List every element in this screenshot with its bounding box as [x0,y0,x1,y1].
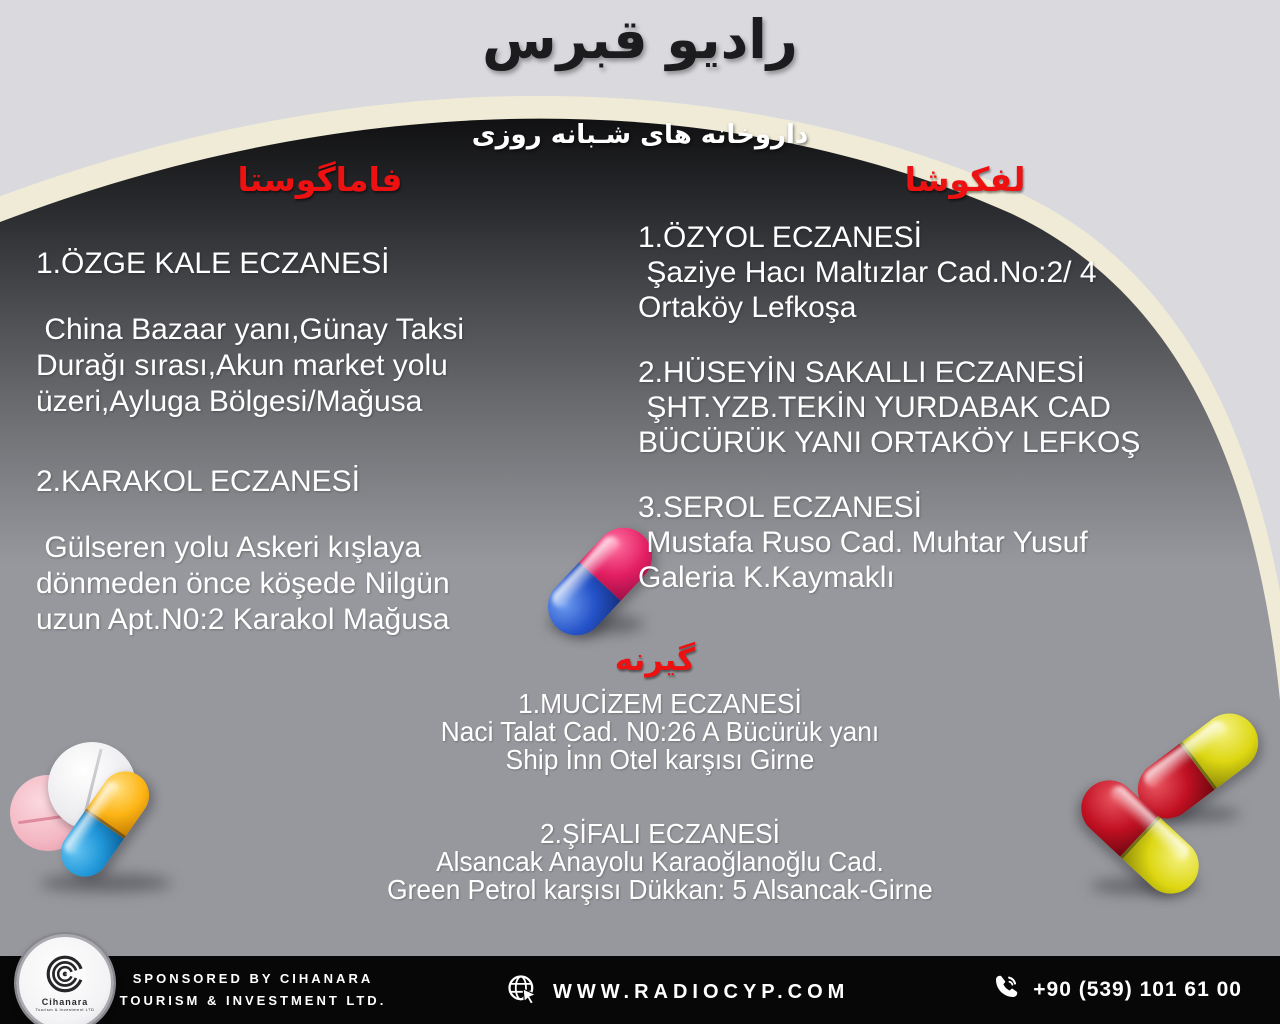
pharmacy-address-line: üzeri,Ayluga Bölgesi/Mağusa [36,385,423,418]
pharmacy-entry [228,820,1093,904]
phone-icon [991,972,1021,1008]
pharmacy-address-line: Ortaköy Lefkoşa [638,291,857,324]
footer [0,956,1280,1024]
pharmacy-address-line: Gülseren yolu Askeri kışlaya [36,531,422,564]
pharmacy-address-line: Green Petrol karşısı Dükkan: 5 Alsancak-Girne [387,874,933,905]
logo-name: Cihanara [41,997,89,1007]
pharmacy-name: 3.SEROL ECZANESİ [638,491,922,524]
pharmacy-entry [36,464,596,638]
pharmacy-name: 1.ÖZGE KALE ECZANESİ [36,247,390,280]
sponsor-text [118,968,388,1012]
pharmacy-name: 2.ŞİFALI ECZANESİ [540,818,780,849]
pharmacy-entry [638,220,1278,325]
pharmacy-entry [36,246,596,420]
pharmacy-name: 1.MUCİZEM ECZANESİ [518,688,802,719]
city-header-lefkosa: لفكوشا [904,160,1026,199]
pharmacy-name: 2.HÜSEYİN SAKALLI ECZANESİ [638,356,1085,389]
cihanara-logo [16,934,114,1024]
page-title: راديو قبرس [482,8,798,71]
pharmacy-address-line: uzun Apt.N0:2 Karakol Mağusa [36,603,450,636]
logo-subtext: Tourism & Investment LTD [35,1007,95,1012]
city-header-famagusta: فاماگوستا [237,160,403,199]
pharmacy-name: 2.KARAKOL ECZANESİ [36,465,360,498]
pharmacy-address-line: Şaziye Hacı Maltızlar Cad.No:2/ 4 [638,256,1097,289]
website-url: WWW.RADIOCYP.COM [553,980,850,1003]
lefkosa-column [638,220,1278,595]
pharmacy-entry [638,355,1278,460]
cihanara-c-mark [44,954,86,996]
pharmacy-entry [638,490,1278,595]
pharmacy-address-line: Mustafa Ruso Cad. Muhtar Yusuf [638,526,1088,559]
pharmacy-name: 1.ÖZYOL ECZANESİ [638,221,922,254]
pharmacy-address-line: dönmeden önce köşede Nilgün [36,567,450,600]
girne-section [228,690,1093,904]
pill-group-shadow [40,874,172,892]
sponsor-line-1: SPONSORED BY CIHANARA [132,971,374,986]
website-block [505,972,849,1012]
famagusta-column [36,246,596,638]
city-header-girne: گیرنه [614,642,696,678]
phone-block [991,972,1242,1008]
pharmacy-address-line: China Bazaar yanı,Günay Taksi [36,313,465,346]
sponsor-line-2: TOURISM & INVESTMENT LTD. [119,993,387,1008]
pharmacy-address-line: Ship İnn Otel karşısı Girne [505,744,815,775]
pharmacy-address-line: ŞHT.YZB.TEKİN YURDABAK CAD [638,391,1111,424]
pharmacy-address-line: BÜCÜRÜK YANI ORTAKÖY LEFKOŞ [638,426,1141,459]
pharmacy-address-line: Naci Talat Cad. N0:26 A Bücürük yanı [440,716,880,747]
pharmacy-address-line: Alsancak Anayolu Karaoğlanoğlu Cad. [436,846,884,877]
pharmacy-address-line: Durağı sırası,Akun market yolu [36,349,448,382]
pharmacy-address-line: Galeria K.Kaymaklı [638,561,895,594]
subtitle: داروخانه های شـبانه روزی [471,120,809,150]
pharmacy-entry [228,690,1093,774]
globe-icon [505,972,539,1012]
phone-number: +90 (539) 101 61 00 [1033,978,1242,1001]
